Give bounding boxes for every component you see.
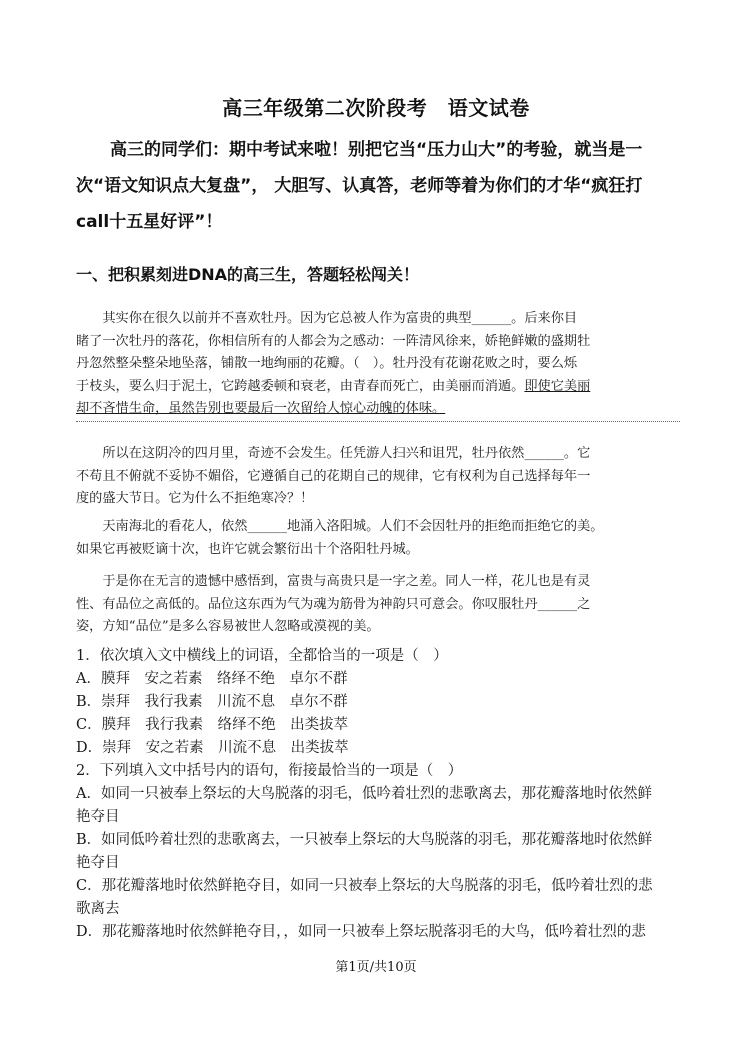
page-number: 第1页/共10页 <box>335 960 417 975</box>
question-stem: 1．依次填入文中横线上的词语，全都恰当的一项是（ ） <box>76 648 448 664</box>
question-option: B．如同低吟着壮烈的悲歌离去，一只被奉上祭坛的大鸟脱落的羽毛，那花瓣落地时依然鲜 <box>76 832 653 848</box>
intro-line: 高三的同学们：期中考试来啦！别把它当“压力山大”的考验，就当是一 <box>76 140 643 160</box>
passage-line-underlined <box>76 398 680 422</box>
question-option: A．如同一只被奉上祭坛的大鸟脱落的羽毛，低吟着壮烈的悲歌离去，那花瓣落地时依然鲜 <box>76 786 652 802</box>
passage-line: 于是你在无言的遗憾中感悟到，富贵与高贵只是一字之差。同人一样，花儿也是有灵 <box>76 574 591 589</box>
underlined-phrase: 却不吝惜生命，虽然告别也要最后一次留给人惊心动魄的体味。 <box>76 401 446 416</box>
passage-line: 其实你在很久以前并不喜欢牡丹。因为它总被人作为富贵的典型______。后来你目 <box>76 311 578 326</box>
passage-line: 丹忽然整朵整朵地坠落，铺散一地绚丽的花瓣。（ ）。牡丹没有花谢花败之时，要么烁 <box>76 356 578 371</box>
page-title: 高三年级第二次阶段考 语文试卷 <box>222 96 530 120</box>
passage-line: 度的盛大节日。它为什么不拒绝寒冷？！ <box>76 491 314 506</box>
question-option-continued: 艳夺目 <box>76 855 120 871</box>
passage-line: 睹了一次牡丹的落花，你相信所有的人都会为之感动：一阵清风徐来，娇艳鲜嫩的盛期牡 <box>76 333 591 349</box>
question-option: C．那花瓣落地时依然鲜艳夺目，如同一只被奉上祭坛的大鸟脱落的羽毛，低吟着壮烈的悲 <box>76 878 653 894</box>
question-stem: 2．下列填入文中括号内的语句，衔接最恰当的一项是（ ） <box>76 763 463 779</box>
passage-line <box>76 376 680 399</box>
intro-paragraph <box>76 132 678 240</box>
passage-paragraph-1 <box>76 308 680 422</box>
question-option-continued: 歌离去 <box>76 901 120 917</box>
passage-paragraph-4 <box>76 571 680 639</box>
section-heading: 一、把积累刻进DNA的高三生，答题轻松闯关！ <box>76 265 420 284</box>
questions-block <box>76 645 680 944</box>
underlined-phrase: 即使它美丽 <box>524 378 591 394</box>
passage-paragraph-3 <box>76 516 680 561</box>
passage-line: 姿，方知“品位”是多么容易被世人忽略或漠视的美。 <box>76 619 380 634</box>
passage-text: 于枝头，要么归于泥土，它跨越委顿和衰老，由青春而死亡，由美丽而消遁。 <box>76 378 525 394</box>
intro-line: call十五星好评”！ <box>76 212 223 232</box>
passage-line: 如果它再被贬谪十次，也许它就会繁衍出十个洛阳牡丹城。 <box>76 541 419 557</box>
question-option: B．崇拜 我行我素 川流不息 卓尔不群 <box>76 694 348 710</box>
passage-paragraph-2 <box>76 443 680 511</box>
question-option: C．膜拜 我行我素 络绎不绝 出类拔萃 <box>76 717 349 733</box>
question-option: D．崇拜 安之若素 川流不息 出类拔萃 <box>76 740 349 756</box>
question-option-continued: 艳夺目 <box>76 809 120 825</box>
question-option: D．那花瓣落地时依然鲜艳夺目，，如同一只被奉上祭坛脱落羽毛的大鸟，低吟着壮烈的悲 <box>76 924 646 940</box>
question-option: A．膜拜 安之若素 络绎不绝 卓尔不群 <box>76 671 348 687</box>
passage-line: 天南海北的看花人，依然______地涌入洛阳城。人们不会因牡丹的拒绝而拒绝它的美。 <box>76 519 604 534</box>
passage-line: 性、有品位之高低的。品位这东西为气为魂为筋骨为神韵只可意会。你叹服牡丹______之 <box>76 596 591 612</box>
passage-line: 所以在这阴冷的四月里，奇迹不会发生。任凭游人扫兴和诅咒，牡丹依然______。它 <box>76 446 591 461</box>
passage-line: 不苟且不俯就不妥协不媚俗，它遵循自己的花期自己的规律，它有权利为自己选择每年一 <box>76 468 591 484</box>
intro-line: 次“语文知识点大复盘”， 大胆写、认真答，老师等着为你们的才华“疯狂打 <box>76 176 643 196</box>
